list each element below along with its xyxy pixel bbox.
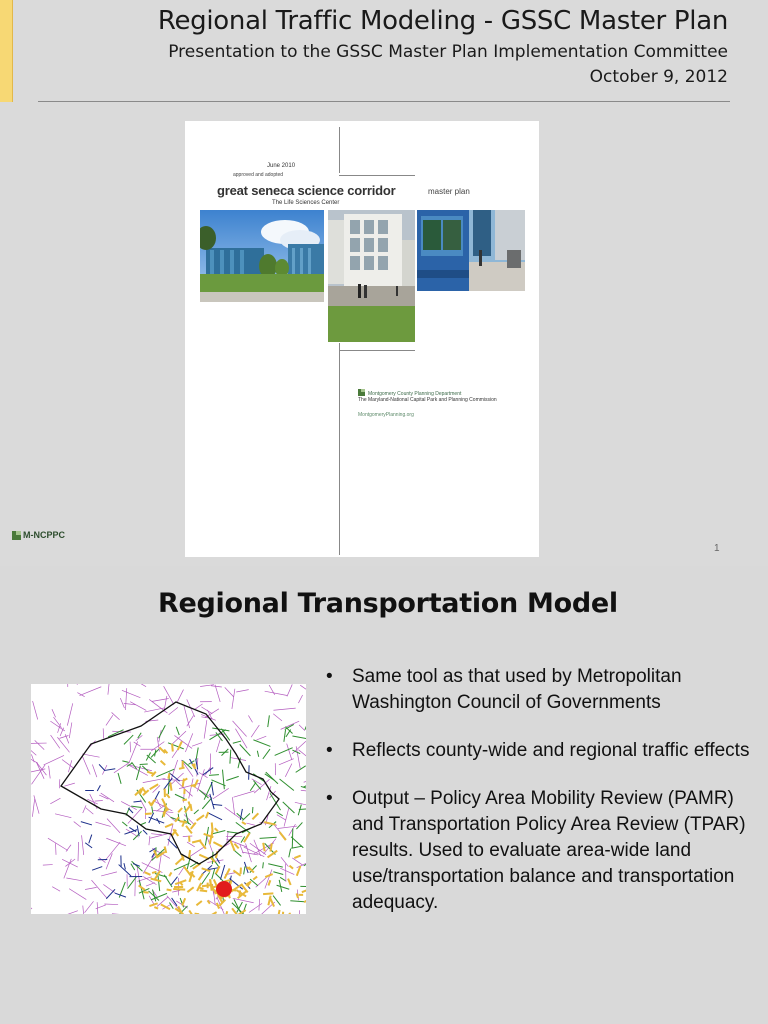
cover-photo-lab [328,210,415,342]
regional-network-map [31,684,306,914]
accent-bar [0,0,13,102]
bullet-marker: • [326,788,333,809]
bullet-text: Same tool as that used by Metropolitan Washington Council of Governments [352,666,682,713]
cover-divider-bottom [339,343,340,555]
slide-1-title: Regional Traffic Modeling - GSSC Master Plan [157,6,728,36]
mncppc-logo-icon [12,531,21,540]
bullet-item [326,664,756,716]
cover-divider-h1 [339,175,415,176]
bullet-item [326,738,756,764]
slide-1-date: October 9, 2012 [589,67,728,87]
network-map-graphic [31,684,306,914]
bullet-text: Reflects county-wide and regional traffic effects [352,740,750,761]
title-divider [38,101,730,102]
slide-2-title: Regional Transportation Model [158,588,618,619]
cover-photo-transit [417,210,525,291]
bullet-marker: • [326,740,333,761]
mncppc-logo-text: M-NCPPC [23,530,65,540]
page-number: 1 [714,543,720,554]
mncppc-logo [12,530,65,540]
bullet-marker: • [326,666,333,687]
cover-date: June 2010 [267,163,296,169]
cover-title: great seneca science corridor [217,183,396,198]
bullet-list [326,664,756,938]
cover-photo-building [200,210,324,302]
cover-master-plan: master plan [428,187,470,196]
cover-divider-top [339,127,340,173]
cover-url: MontgomeryPlanning.org [358,412,414,418]
bullet-text: Output – Policy Area Mobility Review (PAMR) and Transportation Policy Area Review (TPAR) results. Used to evaluate area-wide land use/transportation balance and transportation adequacy. [352,788,746,913]
master-plan-cover [185,121,539,557]
cover-approved: approved and adopted [233,172,284,178]
mncppc-cover-logo-icon [358,389,365,396]
cover-department: Montgomery County Planning Department [368,391,462,397]
slide-2 [0,566,768,1024]
cover-commission: The Maryland-National Capital Park and Planning Commission [358,397,497,403]
bullet-item [326,786,756,916]
slide-1-subtitle: Presentation to the GSSC Master Plan Implementation Committee [168,42,728,62]
cover-divider-h2 [339,350,415,351]
cover-subtitle: The Life Sciences Center [272,200,340,206]
